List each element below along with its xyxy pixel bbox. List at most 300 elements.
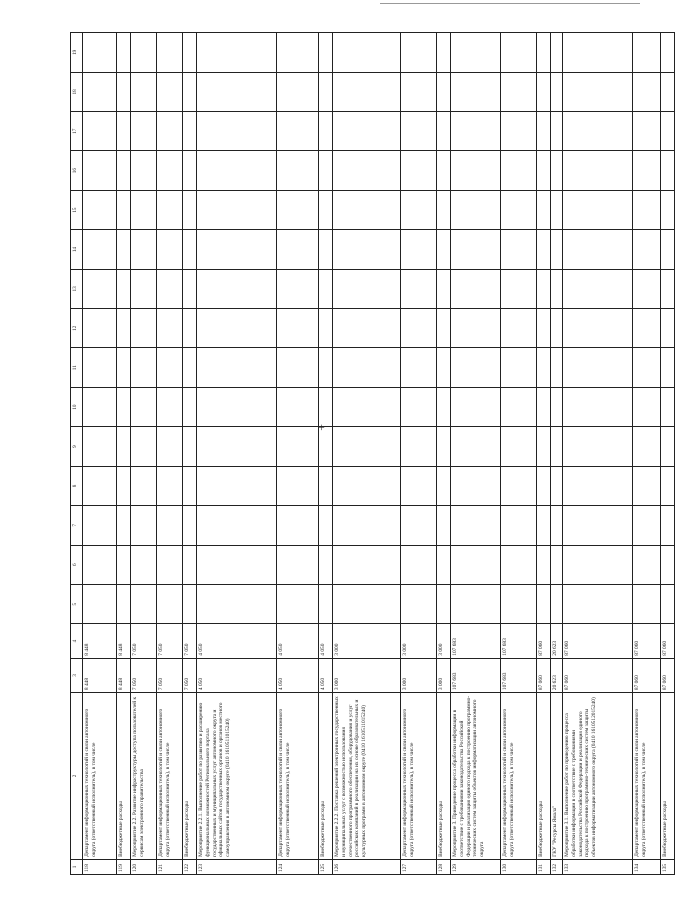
table-row xyxy=(277,33,319,875)
empty-cell xyxy=(183,72,197,111)
empty-cell xyxy=(451,545,501,584)
empty-cell xyxy=(401,309,437,348)
empty-cell xyxy=(437,545,451,584)
amount-total: 7 050 xyxy=(157,658,183,692)
empty-cell xyxy=(131,506,157,545)
empty-cell xyxy=(661,269,675,308)
empty-cell xyxy=(501,309,537,348)
empty-cell xyxy=(117,584,131,623)
empty-cell xyxy=(333,190,401,229)
empty-cell xyxy=(551,190,563,229)
empty-cell xyxy=(451,466,501,505)
empty-cell xyxy=(117,230,131,269)
row-description: Мероприятие 2.2.2. Поставка решений электронных государственных и муниципальных услуг с возможностью использования отечественного программного обеспечения, оборудования и услуг российских компаний в реализации на их основе образовательных и культурных программ в автономном округе (0410 1610511015240) xyxy=(333,693,401,860)
header-cell: 16 xyxy=(71,151,83,190)
empty-cell xyxy=(333,348,401,387)
amount-year: 4 050 xyxy=(319,624,333,658)
empty-cell xyxy=(117,309,131,348)
empty-cell xyxy=(117,427,131,466)
table-row xyxy=(551,33,563,875)
amount-year: 7 050 xyxy=(131,624,157,658)
empty-cell xyxy=(333,33,401,73)
empty-cell xyxy=(157,506,183,545)
empty-cell xyxy=(563,33,633,73)
amount-total: 4 050 xyxy=(319,658,333,692)
empty-cell xyxy=(319,72,333,111)
empty-cell xyxy=(277,269,319,308)
empty-cell xyxy=(661,348,675,387)
empty-cell xyxy=(563,545,633,584)
empty-cell xyxy=(319,190,333,229)
empty-cell xyxy=(501,466,537,505)
empty-cell xyxy=(83,230,117,269)
empty-cell xyxy=(333,230,401,269)
row-number: 120 xyxy=(131,859,157,874)
empty-cell xyxy=(319,33,333,73)
empty-cell xyxy=(117,72,131,111)
empty-cell xyxy=(157,230,183,269)
empty-cell xyxy=(501,387,537,426)
amount-year: 107 683 xyxy=(451,624,501,658)
empty-cell xyxy=(83,387,117,426)
empty-cell xyxy=(401,506,437,545)
empty-cell xyxy=(157,427,183,466)
empty-cell xyxy=(661,72,675,111)
header-cell: 15 xyxy=(71,190,83,229)
empty-cell xyxy=(319,348,333,387)
empty-cell xyxy=(333,112,401,151)
empty-cell xyxy=(537,151,551,190)
empty-cell xyxy=(437,348,451,387)
empty-cell xyxy=(501,112,537,151)
header-row xyxy=(71,33,83,875)
empty-cell xyxy=(157,190,183,229)
header-cell: 3 xyxy=(71,658,83,692)
row-description: Внебюджетные расходы xyxy=(117,693,131,860)
table-row xyxy=(117,33,131,875)
empty-cell xyxy=(437,72,451,111)
empty-cell xyxy=(197,387,277,426)
empty-cell xyxy=(183,506,197,545)
header-cell: 6 xyxy=(71,545,83,584)
empty-cell xyxy=(437,427,451,466)
row-description: Департамент информационных технологий и связи автономного округа (ответственный исполнитель), в том числе xyxy=(401,693,437,860)
amount-total: 3 000 xyxy=(333,658,401,692)
empty-cell xyxy=(551,151,563,190)
empty-cell xyxy=(131,190,157,229)
row-description: Мероприятие 2.2. Развитие инфраструктуры доступа пользователей к сервисам электронного правительства xyxy=(131,693,157,860)
row-description: Департамент информационных технологий и связи автономного округа (ответственный исполнитель), в том числе xyxy=(633,693,661,860)
top-edge-rule xyxy=(380,3,640,4)
empty-cell xyxy=(319,545,333,584)
empty-cell xyxy=(537,427,551,466)
empty-cell xyxy=(401,190,437,229)
empty-cell xyxy=(537,190,551,229)
amount-year: 87 060 xyxy=(563,624,633,658)
empty-cell xyxy=(333,269,401,308)
empty-cell xyxy=(501,190,537,229)
empty-cell xyxy=(563,72,633,111)
row-number: 129 xyxy=(451,859,501,874)
amount-year: 3 000 xyxy=(401,624,437,658)
empty-cell xyxy=(537,466,551,505)
empty-cell xyxy=(277,230,319,269)
empty-cell xyxy=(277,427,319,466)
empty-cell xyxy=(551,72,563,111)
empty-cell xyxy=(633,230,661,269)
empty-cell xyxy=(633,151,661,190)
empty-cell xyxy=(551,545,563,584)
empty-cell xyxy=(83,112,117,151)
empty-cell xyxy=(501,269,537,308)
empty-cell xyxy=(633,348,661,387)
empty-cell xyxy=(633,190,661,229)
empty-cell xyxy=(401,230,437,269)
empty-cell xyxy=(197,112,277,151)
empty-cell xyxy=(277,545,319,584)
amount-total: 4 050 xyxy=(277,658,319,692)
empty-cell xyxy=(537,387,551,426)
empty-cell xyxy=(333,309,401,348)
empty-cell xyxy=(661,151,675,190)
empty-cell xyxy=(451,269,501,308)
empty-cell xyxy=(157,348,183,387)
empty-cell xyxy=(319,309,333,348)
header-cell: 2 xyxy=(71,693,83,860)
empty-cell xyxy=(157,309,183,348)
empty-cell xyxy=(401,545,437,584)
empty-cell xyxy=(563,427,633,466)
amount-total: 107 683 xyxy=(501,658,537,692)
empty-cell xyxy=(131,584,157,623)
row-number: 132 xyxy=(551,859,563,874)
empty-cell xyxy=(183,230,197,269)
header-cell: 19 xyxy=(71,33,83,73)
empty-cell xyxy=(197,190,277,229)
empty-cell xyxy=(401,72,437,111)
empty-cell xyxy=(551,269,563,308)
empty-cell xyxy=(197,309,277,348)
empty-cell xyxy=(501,584,537,623)
empty-cell xyxy=(197,545,277,584)
empty-cell xyxy=(437,190,451,229)
empty-cell xyxy=(157,584,183,623)
empty-cell xyxy=(563,309,633,348)
row-description: Департамент информационных технологий и связи автономного округа (ответственный исполнитель), в том числе xyxy=(277,693,319,860)
empty-cell xyxy=(117,33,131,73)
empty-cell xyxy=(563,506,633,545)
empty-cell xyxy=(333,545,401,584)
empty-cell xyxy=(131,72,157,111)
empty-cell xyxy=(117,269,131,308)
row-number: 127 xyxy=(401,859,437,874)
table-row xyxy=(197,33,277,875)
amount-total: 3 000 xyxy=(437,658,451,692)
empty-cell xyxy=(501,33,537,73)
amount-total: 8 448 xyxy=(117,658,131,692)
empty-cell xyxy=(537,545,551,584)
header-cell: 4 xyxy=(71,624,83,658)
empty-cell xyxy=(451,151,501,190)
header-cell: 7 xyxy=(71,506,83,545)
empty-cell xyxy=(563,151,633,190)
empty-cell xyxy=(633,427,661,466)
empty-cell xyxy=(197,72,277,111)
empty-cell xyxy=(537,269,551,308)
amount-total: 8 448 xyxy=(83,658,117,692)
amount-year: 3 000 xyxy=(437,624,451,658)
empty-cell xyxy=(551,230,563,269)
empty-cell xyxy=(319,230,333,269)
empty-cell xyxy=(83,584,117,623)
empty-cell xyxy=(401,427,437,466)
empty-cell xyxy=(437,584,451,623)
empty-cell xyxy=(333,387,401,426)
empty-cell xyxy=(401,466,437,505)
empty-cell xyxy=(157,269,183,308)
empty-cell xyxy=(551,387,563,426)
empty-cell xyxy=(319,506,333,545)
header-cell: 18 xyxy=(71,72,83,111)
row-description: Департамент информационных технологий и связи автономного округа (ответственный исполнитель), в том числе xyxy=(157,693,183,860)
row-number: 135 xyxy=(661,859,675,874)
header-cell: 13 xyxy=(71,269,83,308)
empty-cell xyxy=(563,230,633,269)
amount-total: 3 000 xyxy=(401,658,437,692)
amount-year: 8 448 xyxy=(83,624,117,658)
header-cell: 9 xyxy=(71,427,83,466)
amount-total: 87 060 xyxy=(661,658,675,692)
empty-cell xyxy=(157,151,183,190)
table-row xyxy=(401,33,437,875)
row-description: Внебюджетные расходы xyxy=(183,693,197,860)
empty-cell xyxy=(551,427,563,466)
empty-cell xyxy=(277,190,319,229)
amount-year: 87 060 xyxy=(633,624,661,658)
empty-cell xyxy=(83,545,117,584)
row-number: 125 xyxy=(319,859,333,874)
empty-cell xyxy=(319,151,333,190)
empty-cell xyxy=(537,584,551,623)
empty-cell xyxy=(551,309,563,348)
empty-cell xyxy=(83,309,117,348)
row-number: 131 xyxy=(537,859,551,874)
scan-mark: + xyxy=(318,420,325,434)
empty-cell xyxy=(401,348,437,387)
empty-cell xyxy=(117,348,131,387)
empty-cell xyxy=(131,33,157,73)
empty-cell xyxy=(661,466,675,505)
empty-cell xyxy=(197,348,277,387)
empty-cell xyxy=(401,269,437,308)
empty-cell xyxy=(117,387,131,426)
empty-cell xyxy=(183,112,197,151)
empty-cell xyxy=(319,112,333,151)
row-number: 134 xyxy=(633,859,661,874)
empty-cell xyxy=(661,427,675,466)
empty-cell xyxy=(633,269,661,308)
empty-cell xyxy=(277,387,319,426)
table-row xyxy=(333,33,401,875)
empty-cell xyxy=(319,584,333,623)
empty-cell xyxy=(131,387,157,426)
empty-cell xyxy=(319,387,333,426)
row-number: 124 xyxy=(277,859,319,874)
amount-year: 4 050 xyxy=(277,624,319,658)
row-description: Департамент информационных технологий и связи автономного округа (ответственный исполнитель), в том числе xyxy=(83,693,117,860)
empty-cell xyxy=(551,112,563,151)
empty-cell xyxy=(563,112,633,151)
empty-cell xyxy=(197,584,277,623)
row-description: Мероприятие 2.2.1. Выполнение работ по развитию и расширению функциональных возможностей Регионального портала государственных и муниципальных услуг автономного округа и официальных сайтов государственных органов и органов местного самоуправления в автономном округе (0410 1610511015240) xyxy=(197,693,277,860)
row-description: Мероприятие 3.1. Выполнение работ по приведению процесса обработки информации в соответствие с требованиями законодательства Российской Федерации и реализация единого подхода к построению программно-технических систем защиты объектов информатизации автономного округа (0410 1610512015240) xyxy=(563,693,633,860)
empty-cell xyxy=(183,33,197,73)
header-cell: 11 xyxy=(71,348,83,387)
amount-year: 3 000 xyxy=(333,624,401,658)
empty-cell xyxy=(537,112,551,151)
empty-cell xyxy=(401,387,437,426)
empty-cell xyxy=(183,466,197,505)
amount-total: 7 050 xyxy=(131,658,157,692)
empty-cell xyxy=(83,427,117,466)
empty-cell xyxy=(117,466,131,505)
empty-cell xyxy=(551,584,563,623)
empty-cell xyxy=(501,230,537,269)
empty-cell xyxy=(183,387,197,426)
empty-cell xyxy=(451,72,501,111)
empty-cell xyxy=(451,387,501,426)
empty-cell xyxy=(277,506,319,545)
empty-cell xyxy=(183,348,197,387)
empty-cell xyxy=(537,72,551,111)
header-cell: 14 xyxy=(71,230,83,269)
table-row xyxy=(131,33,157,875)
empty-cell xyxy=(277,33,319,73)
empty-cell xyxy=(563,190,633,229)
empty-cell xyxy=(183,151,197,190)
table-row xyxy=(563,33,633,875)
amount-total: 107 683 xyxy=(451,658,501,692)
empty-cell xyxy=(197,466,277,505)
empty-cell xyxy=(437,466,451,505)
header-cell: 12 xyxy=(71,309,83,348)
empty-cell xyxy=(437,387,451,426)
header-cell: 8 xyxy=(71,466,83,505)
table-row xyxy=(183,33,197,875)
amount-total: 7 050 xyxy=(183,658,197,692)
table-row xyxy=(319,33,333,875)
empty-cell xyxy=(633,72,661,111)
empty-cell xyxy=(83,151,117,190)
empty-cell xyxy=(437,112,451,151)
row-number: 121 xyxy=(157,859,183,874)
empty-cell xyxy=(437,151,451,190)
empty-cell xyxy=(633,387,661,426)
amount-year: 7 050 xyxy=(157,624,183,658)
empty-cell xyxy=(131,427,157,466)
empty-cell xyxy=(501,545,537,584)
empty-cell xyxy=(451,348,501,387)
empty-cell xyxy=(277,309,319,348)
row-description: Внебюджетные расходы xyxy=(661,693,675,860)
empty-cell xyxy=(551,348,563,387)
empty-cell xyxy=(333,466,401,505)
empty-cell xyxy=(537,33,551,73)
amount-year: 87 060 xyxy=(661,624,675,658)
empty-cell xyxy=(117,545,131,584)
row-number: 118 xyxy=(83,859,117,874)
empty-cell xyxy=(451,427,501,466)
empty-cell xyxy=(437,33,451,73)
empty-cell xyxy=(537,230,551,269)
empty-cell xyxy=(661,309,675,348)
empty-cell xyxy=(437,230,451,269)
empty-cell xyxy=(333,427,401,466)
empty-cell xyxy=(117,151,131,190)
table-body xyxy=(83,33,675,875)
empty-cell xyxy=(563,584,633,623)
empty-cell xyxy=(451,506,501,545)
header-cell: 10 xyxy=(71,387,83,426)
empty-cell xyxy=(333,151,401,190)
empty-cell xyxy=(277,72,319,111)
empty-cell xyxy=(563,387,633,426)
empty-cell xyxy=(83,506,117,545)
empty-cell xyxy=(83,466,117,505)
row-number: 122 xyxy=(183,859,197,874)
empty-cell xyxy=(633,545,661,584)
empty-cell xyxy=(277,584,319,623)
empty-cell xyxy=(83,269,117,308)
empty-cell xyxy=(131,269,157,308)
empty-cell xyxy=(401,33,437,73)
empty-cell xyxy=(501,506,537,545)
empty-cell xyxy=(183,190,197,229)
empty-cell xyxy=(157,545,183,584)
empty-cell xyxy=(661,112,675,151)
empty-cell xyxy=(319,466,333,505)
empty-cell xyxy=(551,33,563,73)
empty-cell xyxy=(157,33,183,73)
row-description: Внебюджетные расходы xyxy=(319,693,333,860)
row-number: 128 xyxy=(437,859,451,874)
empty-cell xyxy=(277,112,319,151)
empty-cell xyxy=(131,466,157,505)
empty-cell xyxy=(633,506,661,545)
empty-cell xyxy=(661,506,675,545)
empty-cell xyxy=(633,33,661,73)
budget-table xyxy=(70,32,675,875)
empty-cell xyxy=(131,309,157,348)
empty-cell xyxy=(197,427,277,466)
empty-cell xyxy=(197,230,277,269)
empty-cell xyxy=(661,230,675,269)
row-number: 119 xyxy=(117,859,131,874)
empty-cell xyxy=(157,387,183,426)
empty-cell xyxy=(437,269,451,308)
empty-cell xyxy=(197,269,277,308)
table-row xyxy=(451,33,501,875)
amount-year: 87 060 xyxy=(537,624,551,658)
empty-cell xyxy=(183,427,197,466)
empty-cell xyxy=(183,545,197,584)
empty-cell xyxy=(661,545,675,584)
empty-cell xyxy=(333,506,401,545)
empty-cell xyxy=(661,33,675,73)
empty-cell xyxy=(563,466,633,505)
empty-cell xyxy=(333,72,401,111)
empty-cell xyxy=(183,309,197,348)
